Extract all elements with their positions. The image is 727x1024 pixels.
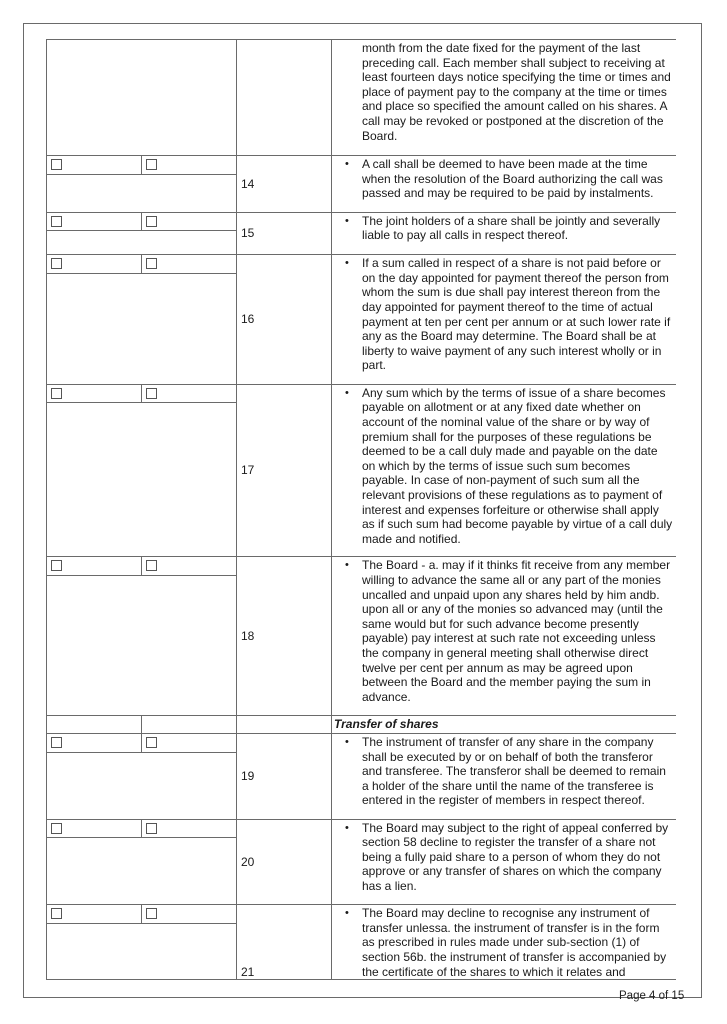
clause-text: month from the date fixed for the payment of the last preceding call. Each member shall subject to receiving at least fourteen days notice specifying the time or times and place of payment pay to the company at the time or times and place so specified the amount called on his shares. A call may be revoked or postponed at the discretion of the Board. [332, 40, 677, 156]
clause-text: • Any sum which by the terms of issue of a share becomes payable on allotment or at any fixed date whether on account of the nominal value of the share or by way of premium shall for the purposes of these regulations be deemed to be a call duly made and payable on the date on which by the terms of issue such sum becomes payable. In case of non-payment of such sum all the relevant provisions of these regulations as to payment of interest and expenses forfeiture or otherwise shall apply as if such sum had become payable by virtue of a call duly made and notified. [332, 384, 677, 557]
checkbox[interactable] [51, 737, 62, 748]
checkbox[interactable] [146, 216, 157, 227]
clause-number: 15 [237, 212, 332, 255]
clause-number: 19 [237, 733, 332, 819]
clause-row [47, 212, 677, 231]
clause-row [47, 819, 677, 838]
checkbox[interactable] [51, 159, 62, 170]
clause-text: • If a sum called in respect of a share is not paid before or on the day appointed for payment thereof the person from whom the sum is due shall pay interest thereon from the day appointed for payment thereof to the time of actual payment at ten per cent per annum or at such lower rate if any as the Board may determine. The Board shall be at liberty to waive payment of any such interest wholly or in part. [332, 255, 677, 385]
checkbox[interactable] [51, 388, 62, 399]
clause-number: 16 [237, 255, 332, 385]
checkbox[interactable] [51, 560, 62, 571]
checkbox[interactable] [146, 388, 157, 399]
clause-text: • The instrument of transfer of any share in the company shall be executed by or on behalf of both the transferor and transferee. The transferor shall be deemed to remain a holder of the share until the name of the transferee is entered in the register of members in respect thereof. [332, 733, 677, 819]
page-number: Page 4 of 15 [619, 990, 685, 1002]
clause-row [47, 733, 677, 752]
articles-table [46, 39, 676, 984]
checkbox[interactable] [51, 908, 62, 919]
checkbox[interactable] [51, 258, 62, 269]
clause-text: • The Board may decline to recognise any instrument of transfer unlessa. the instrument of transfer is in the form as prescribed in rules made under sub-section (1) of section 56b. the instrument of transfer is accompanied by the certificate of the shares to which it relates and [332, 905, 677, 980]
checkbox[interactable] [146, 823, 157, 834]
clause-number: 14 [237, 156, 332, 213]
clause-number: 20 [237, 819, 332, 905]
clause-number: 17 [237, 384, 332, 557]
clause-text: • The joint holders of a share shall be jointly and severally liable to pay all calls in respect thereof. [332, 212, 677, 255]
section-row [47, 715, 677, 733]
clause-number: 21 [237, 905, 332, 980]
continuation-row [47, 40, 677, 156]
clause-row [47, 905, 677, 924]
clause-text: • A call shall be deemed to have been made at the time when the resolution of the Board authorizing the call was passed and may be required to be paid by instalments. [332, 156, 677, 213]
checkbox[interactable] [51, 216, 62, 227]
clause-text: • The Board may subject to the right of appeal conferred by section 58 decline to register the transfer of a share not being a fully paid share to a person of whom they do not approve or any transfer of shares on which the company has a lien. [332, 819, 677, 905]
checkbox[interactable] [51, 823, 62, 834]
clause-row [47, 255, 677, 274]
checkbox[interactable] [146, 908, 157, 919]
checkbox[interactable] [146, 560, 157, 571]
section-title: Transfer of shares [332, 715, 677, 733]
clause-row [47, 557, 677, 576]
checkbox[interactable] [146, 159, 157, 170]
clause-text: • The Board - a. may if it thinks fit receive from any member willing to advance the same all or any part of the monies uncalled and unpaid upon any shares held by him andb. upon all or any of the monies so advanced may (until the same would but for such advance become presently payable) pay interest at such rate not exceeding unless the company in general meeting shall otherwise direct twelve per cent per annum as may be agreed upon between the Board and the member paying the sum in advance. [332, 557, 677, 716]
checkbox[interactable] [146, 737, 157, 748]
clause-row [47, 384, 677, 403]
clause-number: 18 [237, 557, 332, 716]
checkbox[interactable] [146, 258, 157, 269]
clause-row [47, 156, 677, 175]
